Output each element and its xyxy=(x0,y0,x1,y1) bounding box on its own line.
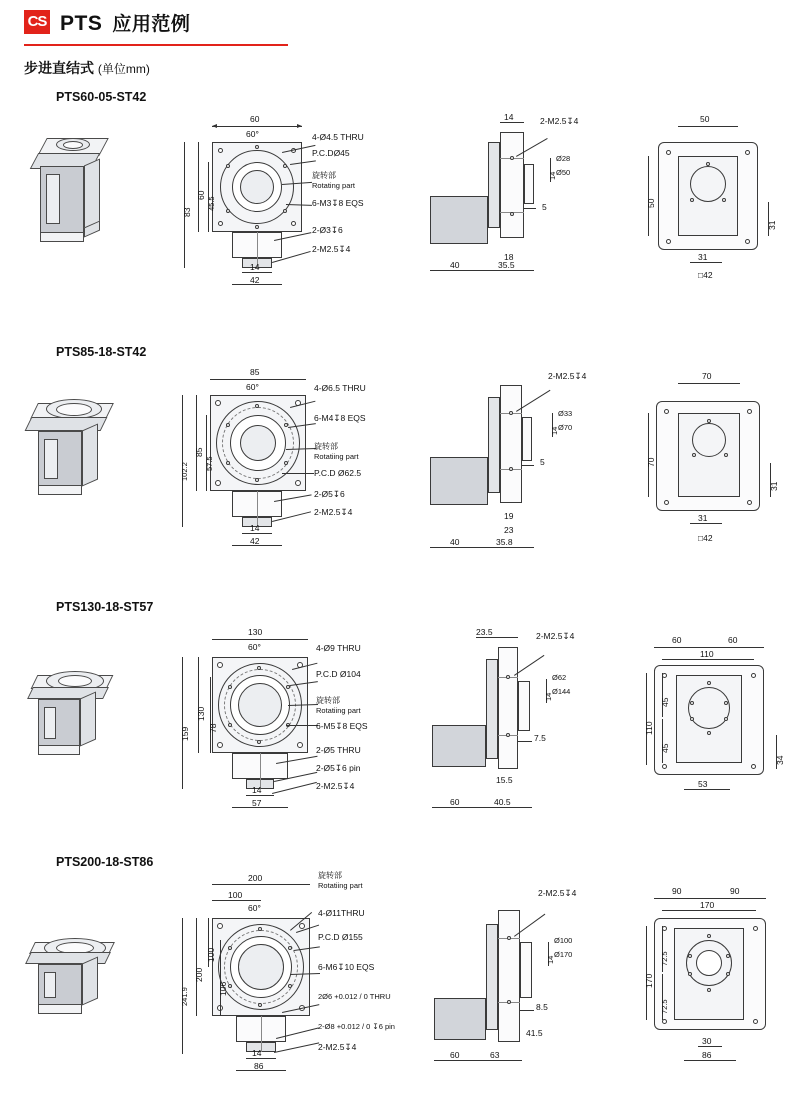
model-title-1: PTS60-05-ST42 xyxy=(56,90,147,104)
callout-1-m25: 2-M2.5↧4 xyxy=(312,244,351,254)
dim-2-575: 57.5 xyxy=(205,456,214,471)
callout-4-o6thru: 2Ø6 +0.012 / 0 THRU xyxy=(318,992,391,1001)
dim-4-200v: 200 xyxy=(194,967,204,982)
callout-1-o3: 2-Ø3↧6 xyxy=(312,225,343,235)
dim-3-130v: 130 xyxy=(196,706,206,721)
dim-3-159: 159 xyxy=(180,726,190,741)
dim-2s-5: 5 xyxy=(540,457,545,467)
callout-2s-o70: Ø70 xyxy=(558,423,573,432)
dim-2-85: 85 xyxy=(250,367,260,377)
dim-3t-45b: 45 xyxy=(660,743,670,753)
dim-4s-85: 8.5 xyxy=(536,1002,548,1012)
dim-3-130: 130 xyxy=(248,627,263,637)
dim-3s-155: 15.5 xyxy=(496,775,513,785)
callout-2-m4: 6-M4↧8 EQS xyxy=(314,413,366,423)
callout-4-o8pin: 2-Ø8 +0.012 / 0 ↧6 pin xyxy=(318,1022,395,1031)
dim-3-14: 14 xyxy=(252,785,262,795)
callout-3s-o62: Ø62 xyxy=(552,673,567,682)
dim-3t-60a: 60 xyxy=(672,635,682,645)
dim-4s-60: 60 xyxy=(450,1050,460,1060)
dim-1-14: 14 xyxy=(250,262,260,272)
dim-3s-235: 23.5 xyxy=(476,627,493,637)
dim-4-2419: 241.9 xyxy=(180,987,189,1006)
callout-1-thru: 4-Ø4.5 THRU xyxy=(312,132,364,142)
model-title-2: PTS85-18-ST42 xyxy=(56,345,147,359)
dim-2s-14: 14 xyxy=(550,426,559,435)
brand-subtitle-cn: 应用范例 xyxy=(112,13,191,35)
callout-2-rot-en: Rotatiing part xyxy=(314,452,359,461)
dim-2s-23: 23 xyxy=(504,525,514,535)
dim-2-60deg: 60° xyxy=(246,382,259,392)
callout-4-pcd: P.C.D Ø155 xyxy=(318,932,363,942)
dim-1-455: 45.5 xyxy=(207,196,216,211)
dim-3s-14: 14 xyxy=(544,692,553,701)
dim-2-85v: 85 xyxy=(194,447,204,457)
dim-4-100: 100 xyxy=(228,890,243,900)
callout-3s-o144: Ø144 xyxy=(552,687,571,696)
callout-1s-o28: Ø28 xyxy=(556,154,571,163)
dim-4t-90b: 90 xyxy=(730,886,740,896)
callout-4-thru: 4-Ø11THRU xyxy=(318,908,365,918)
dim-4-86: 86 xyxy=(254,1061,264,1071)
dim-1t-50: 50 xyxy=(700,114,710,124)
dim-3t-60b: 60 xyxy=(728,635,738,645)
callout-4-m25: 2-M2.5↧4 xyxy=(318,1042,357,1052)
callout-4s-o170: Ø170 xyxy=(554,950,573,959)
section-title-text: 步进直结式 xyxy=(24,60,94,76)
callout-2-thru: 4-Ø6.5 THRU xyxy=(314,383,366,393)
callout-3-pcd: P.C.D Ø104 xyxy=(316,669,361,679)
dim-3s-405: 40.5 xyxy=(494,797,511,807)
top-view-1 xyxy=(640,112,790,292)
dim-4s-14: 14 xyxy=(546,955,555,964)
callout-2-o5: 2-Ø5↧6 xyxy=(314,489,345,499)
dim-3t-45a: 45 xyxy=(660,697,670,707)
dim-2s-358: 35.8 xyxy=(496,537,513,547)
callout-1-pcd: P.C.DØ45 xyxy=(312,148,350,158)
dim-3t-110v: 110 xyxy=(644,721,654,735)
dim-1t-31v: 31 xyxy=(767,220,777,230)
section-unit-note: (单位mm) xyxy=(97,62,150,76)
dim-3t-53: 53 xyxy=(698,779,708,789)
dim-4-200: 200 xyxy=(248,873,263,883)
top-view-4 xyxy=(640,870,795,1085)
dim-1s-40: 40 xyxy=(450,260,460,270)
dim-4-14: 14 xyxy=(252,1048,262,1058)
dim-1t-31: 31 xyxy=(698,252,708,262)
dim-4s-415: 41.5 xyxy=(526,1028,543,1038)
header-divider xyxy=(24,44,288,46)
side-view-4 xyxy=(420,870,600,1085)
front-view-3 xyxy=(170,625,370,825)
dim-2-42: 42 xyxy=(250,536,260,546)
callout-2-pcd: P.C.D Ø62.5 xyxy=(314,468,362,478)
dim-4t-725a: 72.5 xyxy=(660,951,669,966)
callout-3-thru: 4-Ø9 THRU xyxy=(316,643,361,653)
product-photo-2 xyxy=(16,385,131,525)
dim-4t-725b: 72.5 xyxy=(660,999,669,1014)
dim-2t-sq42: □42 xyxy=(698,533,713,543)
dim-1s-5: 5 xyxy=(542,202,547,212)
callout-1s-m25: 2-M2.5↧4 xyxy=(540,116,579,126)
model-title-3: PTS130-18-ST57 xyxy=(56,600,154,614)
brand-logo-icon: CS xyxy=(24,10,50,34)
side-view-3 xyxy=(420,625,600,825)
dim-1-42: 42 xyxy=(250,275,260,285)
dim-1s-18: 18 xyxy=(504,252,514,262)
dim-1-60-top: 60 xyxy=(250,114,260,124)
model-title-4: PTS200-18-ST86 xyxy=(56,855,154,869)
front-view-4 xyxy=(170,870,395,1085)
callout-3-rot-en: Rotatiing part xyxy=(316,706,361,715)
dim-1s-14b: 14 xyxy=(548,171,557,180)
brand-text: PTS xyxy=(60,11,103,35)
dim-2s-40: 40 xyxy=(450,537,460,547)
top-view-2 xyxy=(640,365,790,565)
dim-3t-34: 34 xyxy=(775,755,785,765)
dim-1-60deg: 60° xyxy=(246,129,259,139)
callout-4-m6: 6-M6↧10 EQS xyxy=(318,962,375,972)
dim-1-83: 83 xyxy=(182,207,192,217)
callout-2-m25: 2-M2.5↧4 xyxy=(314,507,353,517)
dim-2t-31: 31 xyxy=(698,513,708,523)
dim-2t-70: 70 xyxy=(702,371,712,381)
side-view-1 xyxy=(420,112,600,292)
dim-2t-70v: 70 xyxy=(646,457,656,467)
dim-1s-14: 14 xyxy=(504,112,514,122)
dim-3s-75: 7.5 xyxy=(534,733,546,743)
dim-2t-31v: 31 xyxy=(769,481,779,491)
top-view-3 xyxy=(640,625,795,825)
dim-4t-30: 30 xyxy=(702,1036,712,1046)
product-photo-4 xyxy=(16,920,131,1060)
dim-4s-63: 63 xyxy=(490,1050,500,1060)
callout-4-rot-en: Rotatiing part xyxy=(318,881,363,890)
front-view-1 xyxy=(170,112,364,292)
dim-4t-90a: 90 xyxy=(672,886,682,896)
callout-1s-o50: Ø50 xyxy=(556,168,571,177)
product-photo-3 xyxy=(16,655,131,795)
product-photo-1 xyxy=(20,128,130,268)
callout-3s-m25: 2-M2.5↧4 xyxy=(536,631,575,641)
callout-1-rot-cn: 旋转部 xyxy=(312,171,336,180)
callout-3-m25: 2-M2.5↧4 xyxy=(316,781,355,791)
dim-2-14: 14 xyxy=(250,523,260,533)
dim-2-1022: 102.2 xyxy=(180,462,189,481)
dim-1t-50v: 50 xyxy=(646,198,656,208)
dim-4t-86: 86 xyxy=(702,1050,712,1060)
callout-2s-o33: Ø33 xyxy=(558,409,573,418)
dim-4-106: 106 xyxy=(218,981,228,996)
callout-4s-o100: Ø100 xyxy=(554,936,573,945)
callout-2s-m25: 2-M2.5↧4 xyxy=(548,371,587,381)
dim-4t-170: 170 xyxy=(700,900,715,910)
page-title xyxy=(60,9,190,36)
callout-3-o5thru: 2-Ø5 THRU xyxy=(316,745,361,755)
callout-1-m3: 6-M3↧8 EQS xyxy=(312,198,364,208)
callout-4-rot-cn: 旋转部 xyxy=(318,871,342,880)
dim-1s-355: 35.5 xyxy=(498,260,515,270)
callout-4s-m25: 2-M2.5↧4 xyxy=(538,888,577,898)
front-view-2 xyxy=(170,365,365,565)
dim-4t-170v: 170 xyxy=(644,973,654,988)
callout-3-m5: 6-M5↧8 EQS xyxy=(316,721,368,731)
callout-2-rot-cn: 旋转部 xyxy=(314,442,338,451)
dim-3-60deg: 60° xyxy=(248,642,261,652)
dim-3-57: 57 xyxy=(252,798,262,808)
callout-3-rot-cn: 旋转部 xyxy=(316,696,340,705)
callout-1-rot-en: Rotating part xyxy=(312,181,355,190)
dim-1-60-left: 60 xyxy=(196,190,206,200)
dim-2s-19: 19 xyxy=(504,511,514,521)
side-view-2 xyxy=(420,365,600,565)
page-header xyxy=(0,0,800,46)
dim-3-78: 78 xyxy=(208,723,218,733)
dim-4-100v: 100 xyxy=(206,947,216,962)
dim-4-60deg: 60° xyxy=(248,903,261,913)
section-title xyxy=(24,58,150,78)
dim-3s-60: 60 xyxy=(450,797,460,807)
dim-1t-sq42: □42 xyxy=(698,270,713,280)
dim-3t-110: 110 xyxy=(700,649,714,659)
callout-3-o5pin: 2-Ø5↧6 pin xyxy=(316,763,361,773)
